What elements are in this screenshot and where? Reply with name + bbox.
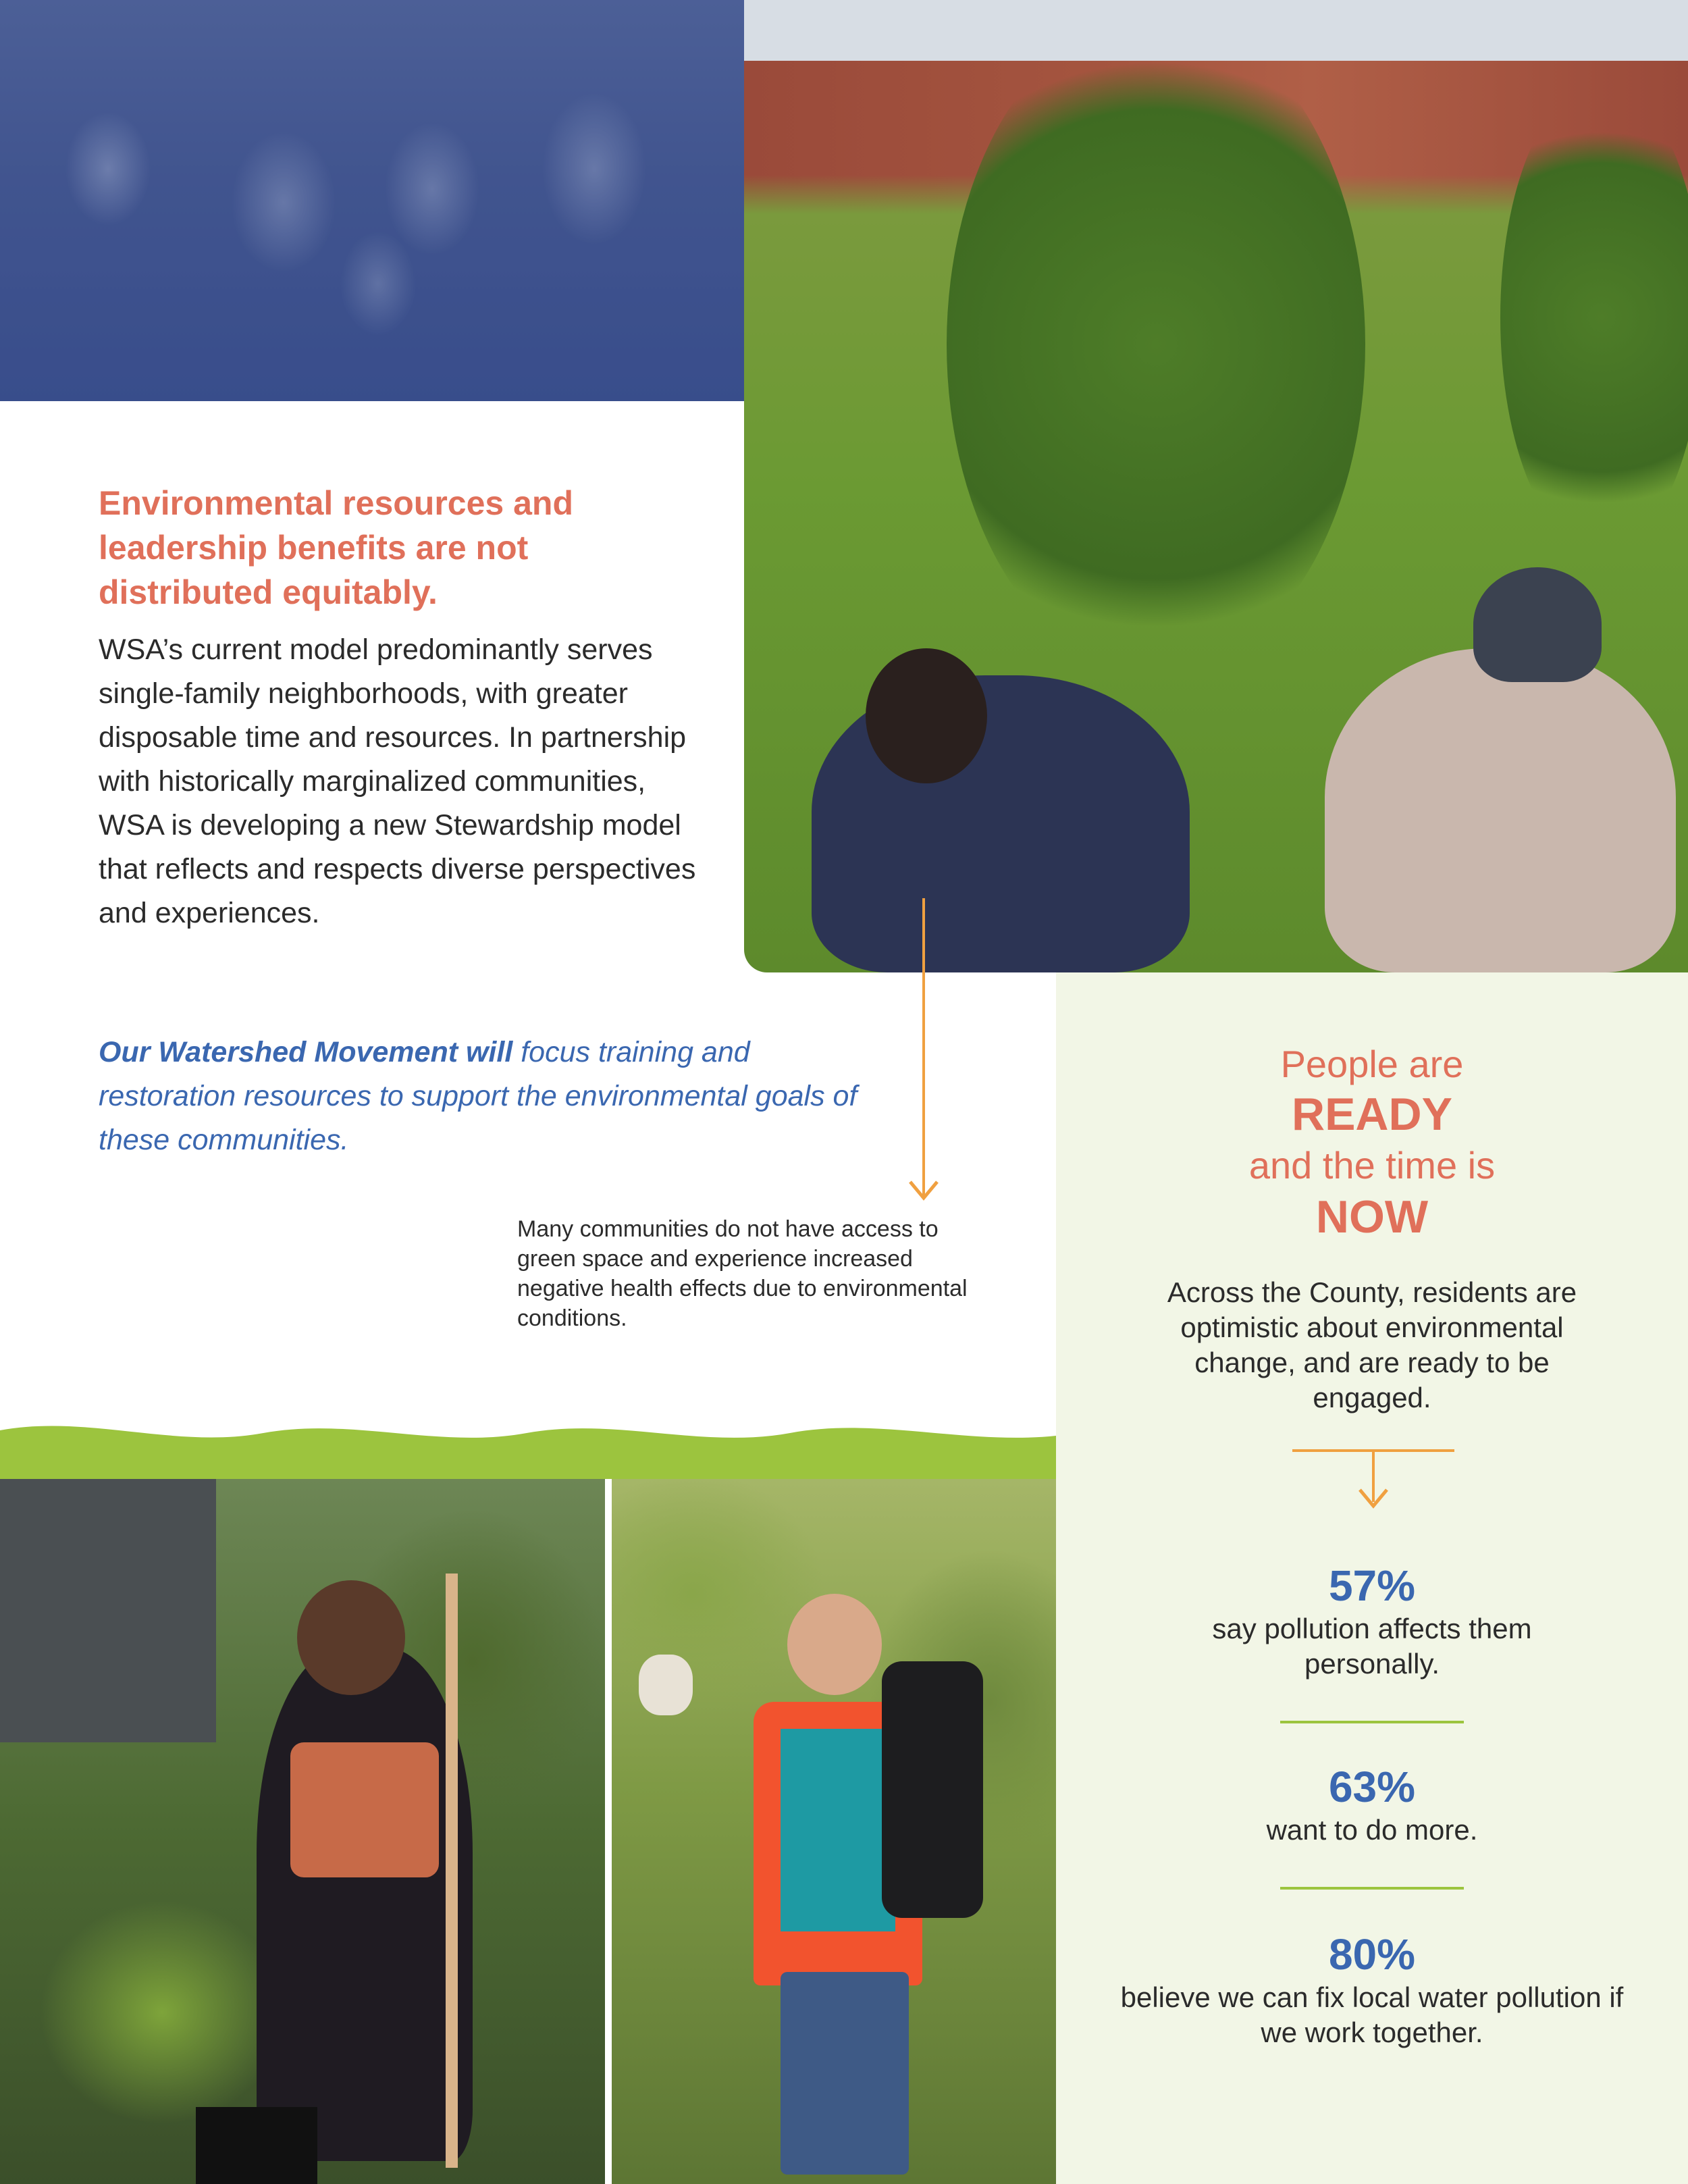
callout-text: focus training and restoration resources to support the environmental goals of these communities. <box>99 1036 858 1156</box>
stats-panel <box>1056 972 1688 2184</box>
callout-emphasis: Our Watershed Movement will <box>99 1036 513 1068</box>
ready-headline-line1: People are <box>1280 1043 1464 1085</box>
stat-label: believe we can fix local water pollution if we work together. <box>1120 1981 1624 2048</box>
stat-value: 57% <box>1328 1561 1416 1610</box>
watershed-movement-callout <box>99 1031 868 1162</box>
stat-label: say pollution affects them personally. <box>1212 1613 1532 1680</box>
stat-value: 80% <box>1328 1930 1416 1979</box>
stat-value: 63% <box>1328 1763 1416 1811</box>
woman-in-safety-vest-photo <box>612 1459 1056 2184</box>
stat-divider <box>1280 1887 1464 1890</box>
ready-headline-line3: and the time is <box>1248 1144 1496 1187</box>
ready-headline-now: NOW <box>1315 1191 1429 1243</box>
photo-caption: Many communities do not have access to green space and experience increased negative health effects due to environmental conditions. <box>517 1216 968 1331</box>
tree-planting-photo <box>744 0 1688 972</box>
section-body-text: WSA’s current model predominantly serves single-family neighborhoods, with greater disposable time and resources. In partnership with historically marginalized communities, WSA is developing a new Stewardship model that reflects and respects diverse perspectives and experiences. <box>99 633 696 929</box>
stat-label: want to do more. <box>1266 1814 1478 1846</box>
woman-with-tree-photo <box>0 1459 605 2184</box>
volunteer-group-photo <box>0 0 744 401</box>
stat-divider <box>1280 1721 1464 1723</box>
section-heading: Environmental resources and leadership benefits are not distributed equitably. <box>99 484 574 611</box>
optimism-text: Across the County, residents are optimistic about environmental change, and are ready to be engaged. <box>1167 1276 1577 1413</box>
ready-headline-ready: READY <box>1291 1089 1453 1140</box>
bracket-down-arrow-icon <box>1279 1448 1468 1515</box>
down-arrow-icon <box>905 898 943 1209</box>
green-wave-divider <box>0 1418 1056 1479</box>
